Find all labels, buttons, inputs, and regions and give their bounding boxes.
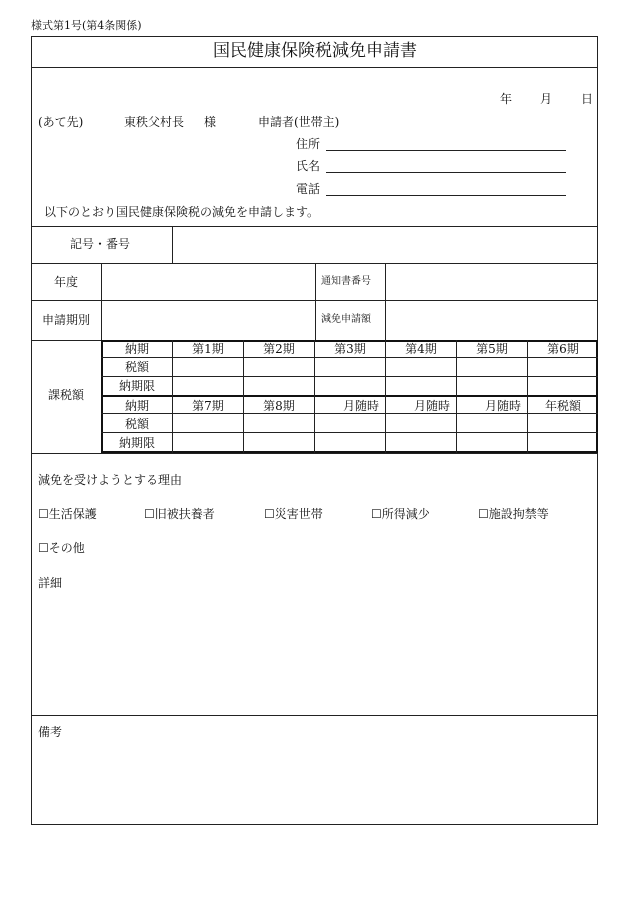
- reason-option-income-decrease[interactable]: ☐所得減少: [371, 507, 430, 521]
- divider: [315, 263, 316, 340]
- table-line: [456, 340, 457, 453]
- reduction-amount-field[interactable]: [386, 301, 597, 339]
- table-line: [243, 340, 244, 453]
- remarks-label: 備考: [38, 725, 63, 739]
- detail-field[interactable]: [32, 595, 597, 713]
- application-statement: 以下のとおり国民健康保険税の減免を申請します。: [44, 205, 320, 219]
- period-header: 第8期: [263, 399, 295, 413]
- period-header: 月随時: [484, 399, 521, 413]
- reason-option-institution[interactable]: ☐施設拘禁等: [478, 507, 549, 521]
- reason-title: 減免を受けようとする理由: [38, 473, 183, 487]
- row-label-due-period: 納期: [124, 342, 149, 356]
- row-label-due-date: 納期限: [118, 436, 155, 450]
- period-header: 第5期: [476, 342, 508, 356]
- table-line: [101, 376, 598, 377]
- table-line: [101, 413, 598, 414]
- period-header: 月随時: [342, 399, 379, 413]
- row-label-due-date: 納期限: [118, 379, 155, 393]
- application-period-label: 申請期別: [42, 313, 91, 327]
- reason-option-former-dependent[interactable]: ☐旧被扶養者: [144, 507, 215, 521]
- addressee-label: (あて先): [38, 115, 84, 129]
- phone-label: 電話: [296, 182, 321, 196]
- symbol-number-field[interactable]: [173, 227, 597, 262]
- table-line: [527, 340, 528, 453]
- detail-label: 詳細: [38, 576, 63, 590]
- addressee-name: 東秩父村長: [124, 115, 185, 129]
- table-line: [101, 395, 598, 397]
- divider: [31, 453, 598, 454]
- table-line: [172, 340, 173, 453]
- period-header: 月随時: [413, 399, 450, 413]
- reduction-amount-label: 減免申請額: [321, 314, 371, 325]
- period-header: 第4期: [405, 342, 437, 356]
- remarks-field[interactable]: [32, 745, 597, 823]
- period-header: 第3期: [334, 342, 366, 356]
- period-header: 年税額: [544, 399, 581, 413]
- address-label: 住所: [296, 137, 321, 151]
- date-year: 年: [500, 92, 513, 106]
- period-header: 第6期: [547, 342, 579, 356]
- period-header: 第7期: [192, 399, 224, 413]
- form-title: 国民健康保険税減免申請書: [213, 41, 417, 61]
- table-line: [101, 432, 598, 433]
- phone-field[interactable]: [326, 195, 566, 196]
- reason-option-other[interactable]: ☐その他: [38, 541, 85, 555]
- reason-option-disaster[interactable]: ☐災害世帯: [264, 507, 323, 521]
- row-label-tax-amount: 税額: [124, 417, 149, 431]
- fiscal-year-label: 年度: [54, 275, 79, 289]
- address-field[interactable]: [326, 150, 566, 151]
- reason-option-livelihood[interactable]: ☐生活保護: [38, 507, 97, 521]
- applicant-label: 申請者(世帯主): [258, 115, 340, 129]
- date-day: 日: [581, 92, 594, 106]
- fiscal-year-field[interactable]: [102, 264, 314, 299]
- addressee-honorific: 様: [204, 115, 217, 129]
- title-divider: [31, 67, 598, 68]
- tax-amount-section-label: 課税額: [48, 388, 85, 402]
- name-field[interactable]: [326, 172, 566, 173]
- table-line: [101, 357, 598, 358]
- row-label-due-period: 納期: [124, 399, 149, 413]
- period-header: 第1期: [192, 342, 224, 356]
- symbol-number-label: 記号・番号: [70, 237, 131, 251]
- table-line: [314, 340, 315, 453]
- date-month: 月: [540, 92, 553, 106]
- notice-number-label: 通知書番号: [321, 276, 371, 287]
- period-header: 第2期: [263, 342, 295, 356]
- application-period-field[interactable]: [102, 301, 314, 339]
- divider: [31, 715, 598, 716]
- table-line: [385, 340, 386, 453]
- notice-number-field[interactable]: [386, 264, 597, 299]
- name-label: 氏名: [296, 159, 321, 173]
- row-label-tax-amount: 税額: [124, 360, 149, 374]
- form-number-note: 様式第1号(第4条関係): [31, 19, 142, 32]
